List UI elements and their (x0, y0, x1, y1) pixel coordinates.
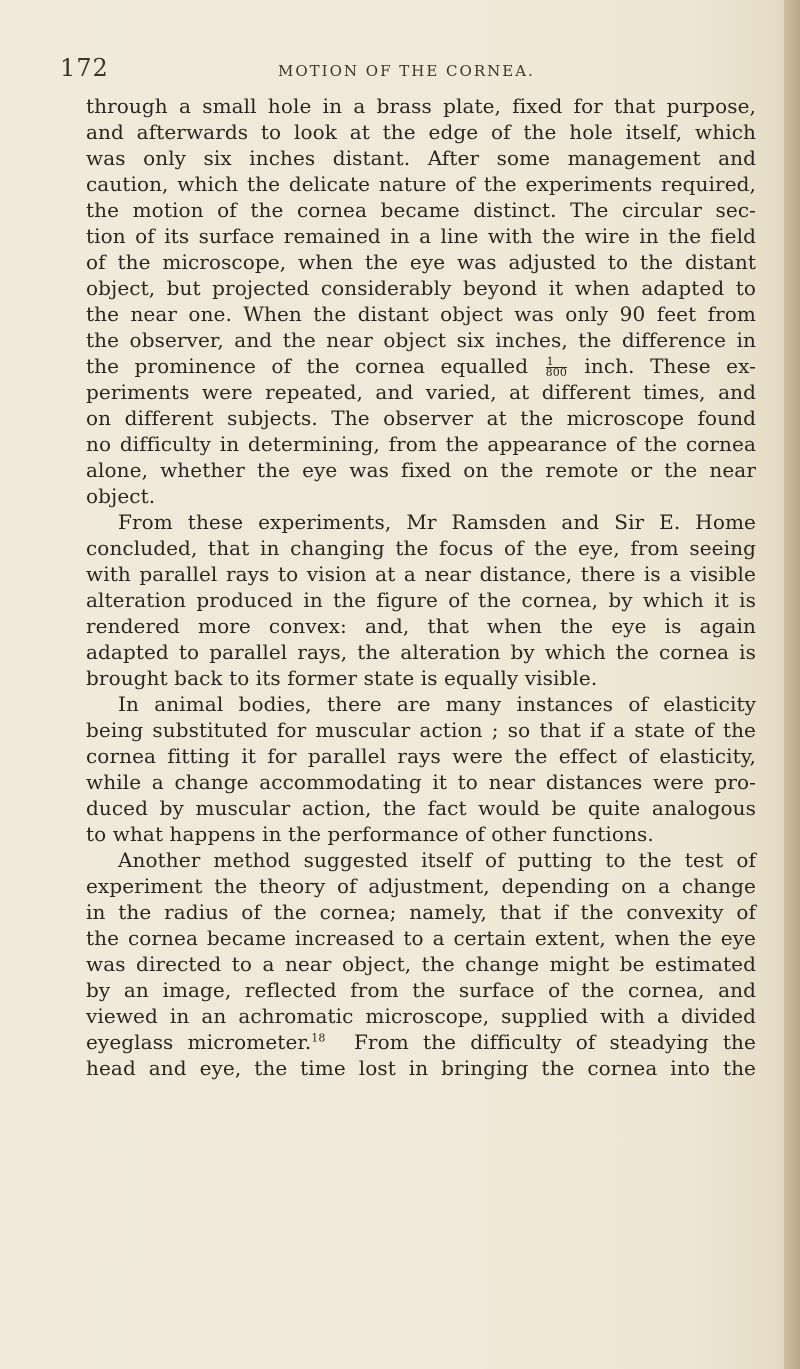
chapter-title: MOTION OF THE CORNEA. (278, 62, 535, 80)
footnote-reference: 18 (311, 1031, 326, 1045)
text-line: From these experiments, Mr Ramsden and Sir E. Home (118, 510, 756, 534)
text-segment: eyeglass micrometer. (86, 1030, 312, 1054)
text-line: object, but projected considerably beyond it when adapted to (86, 276, 756, 300)
text-line: cornea fitting it for parallel rays were the effect of elasticity, (86, 744, 756, 768)
text-line: adapted to parallel rays, the alteration by which the cornea is (86, 640, 756, 664)
text-line: object. (86, 484, 156, 508)
text-line-with-fraction (86, 353, 756, 380)
text-line: the cornea became increased to a certain extent, when the eye (86, 926, 756, 950)
text-line: while a change accommodating it to near distances were pro- (86, 770, 756, 794)
text-line: rendered more convex: and, that when the eye is again (86, 614, 756, 638)
text-line: tion of its surface remained in a line with the wire in the field (86, 224, 756, 248)
text-segment: inch. These ex- (584, 354, 756, 378)
text-line: the near one. When the distant object was only 90 feet from (86, 302, 756, 326)
text-line: viewed in an achromatic microscope, supplied with a divided (86, 1004, 756, 1028)
text-line: brought back to its former state is equally visible. (86, 666, 598, 690)
text-line: by an image, reflected from the surface of the cornea, and (86, 978, 756, 1002)
fraction (546, 357, 567, 378)
text-line: In animal bodies, there are many instances of elasticity (118, 692, 756, 716)
text-line-with-footnote (86, 1029, 756, 1056)
text-line: concluded, that in changing the focus of the eye, from seeing (86, 536, 756, 560)
text-line: no difficulty in determining, from the appearance of the cornea (86, 432, 756, 456)
text-line: head and eye, the time lost in bringing the cornea into the (86, 1056, 756, 1080)
text-line: periments were repeated, and varied, at different times, and (86, 380, 756, 404)
text-line: alteration produced in the figure of the cornea, by which it is (86, 588, 756, 612)
text-line: experiment the theory of adjustment, depending on a change (86, 874, 756, 898)
text-line: through a small hole in a brass plate, fixed for that purpose, (86, 94, 756, 118)
text-line: and afterwards to look at the edge of the hole itself, which (86, 120, 756, 144)
text-line: with parallel rays to vision at a near distance, there is a visible (86, 562, 756, 586)
text-line: alone, whether the eye was fixed on the remote or the near (86, 458, 756, 482)
text-segment: the prominence of the cornea equalled (86, 354, 529, 378)
text-segment: From the difficulty of steadying the (353, 1030, 756, 1054)
text-line: to what happens in the performance of other functions. (86, 822, 654, 846)
fraction-denominator: 800 (545, 366, 567, 379)
text-line: of the microscope, when the eye was adjusted to the distant (86, 250, 756, 274)
text-line: on different subjects. The observer at the microscope found (86, 406, 756, 430)
page-number: 172 (60, 54, 109, 82)
text-line: the observer, and the near object six inches, the difference in (86, 328, 756, 352)
text-line: being substituted for muscular action ; so that if a state of the (86, 718, 756, 742)
text-line: the motion of the cornea became distinct. The circular sec- (86, 198, 756, 222)
text-line: caution, which the delicate nature of the experiments required, (86, 172, 756, 196)
text-line: Another method suggested itself of putting to the test of (118, 848, 756, 872)
fraction-numerator: 1 (546, 357, 567, 368)
text-line: was only six inches distant. After some management and (86, 146, 756, 170)
text-line: duced by muscular action, the fact would be quite analogous (86, 796, 756, 820)
text-line: in the radius of the cornea; namely, that if the convexity of (86, 900, 756, 924)
text-line: was directed to a near object, the change might be estimated (86, 952, 756, 976)
